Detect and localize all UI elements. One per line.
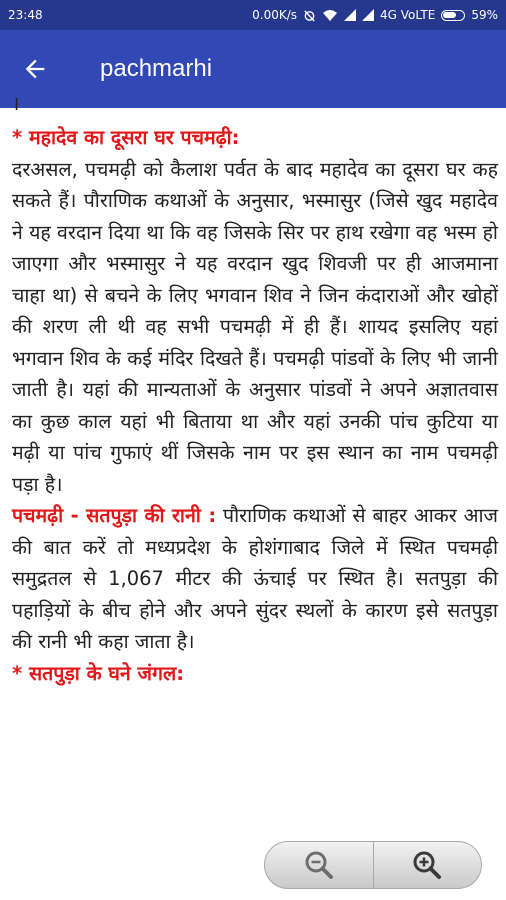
zoom-in-icon [411, 849, 443, 881]
section-heading: पचमढ़ी - सतपुड़ा की रानी : [12, 504, 217, 527]
section-heading: * सतपुड़ा के घने जंगल: [12, 661, 184, 685]
page-title: pachmarhi [100, 55, 213, 82]
status-indicators [252, 8, 498, 22]
section-heading: * महादेव का दूसरा घर पचमढ़ी: [12, 126, 240, 149]
signal-icon-1 [344, 9, 356, 21]
zoom-out-icon [303, 849, 335, 881]
zoom-out-button[interactable] [264, 841, 374, 889]
status-time: 23:48 [8, 8, 43, 22]
zoom-in-button[interactable] [374, 841, 483, 889]
section-paragraph: दरअसल, पचमढ़ी को कैलाश पर्वत के बाद महादेव का दूसरा घर कह सकते हैं। पौराणिक कथाओं के अनुसार, भस्मासुर (जिसे खुद महादेव ने यह वरदान दिया था कि वह जिसके सिर पर हाथ रखेगा वह भस्म हो जाएगा और भस्मासुर ने यह वरदान खुद शिवजी पर ही आजमाना चाहा था) से बचने के लिए भगवान शिव ने जिन कंदाराओं और खोहों की शरण ली थी वह सभी पचमढ़ी में ही हैं। शायद इसलिए यहां भगवान शिव के कई मंदिर दिखते हैं। पचमढ़ी पांडवों के लिए भी जानी जाती है। यहां की मान्यताओं के अनुसार पांडवों ने अपने अज्ञातवास का कुछ काल यहां भी बिताया था और यहां उनकी पांच कुटिया या मढ़ी या पांच गुफाएं थीं जिसके नाम पर इस स्थान का नाम पचमढ़ी पड़ा है। [12, 157, 498, 496]
wifi-icon [322, 9, 338, 22]
battery-icon [441, 10, 465, 21]
app-bar [0, 30, 506, 108]
arrow-left-icon [21, 55, 49, 83]
back-button[interactable] [0, 30, 70, 108]
network-type: 4G VoLTE [380, 8, 436, 22]
battery-level: 59% [471, 8, 498, 22]
alarm-off-icon [303, 9, 316, 22]
previous-text-fragment: । [12, 92, 20, 115]
signal-icon-2 [362, 9, 374, 21]
network-speed: 0.00K/s [252, 8, 298, 22]
section-paragraph [12, 500, 498, 658]
zoom-controls [264, 841, 482, 889]
article-body [12, 92, 498, 900]
status-bar [0, 0, 506, 30]
section-text: पौराणिक कथाओं से बाहर आकर आज की बात करें तो मध्यप्रदेश के होशंगाबाद जिले में स्थित पचमढ़ी समुद्रतल से 1,067 मीटर की ऊंचाई पर स्थित है। सतपुड़ा की पहाड़ियों के बीच होने और अपने सुंदर स्थलों के कारण इसे सतपुड़ा की रानी भी कहा जाता है। [12, 504, 498, 653]
